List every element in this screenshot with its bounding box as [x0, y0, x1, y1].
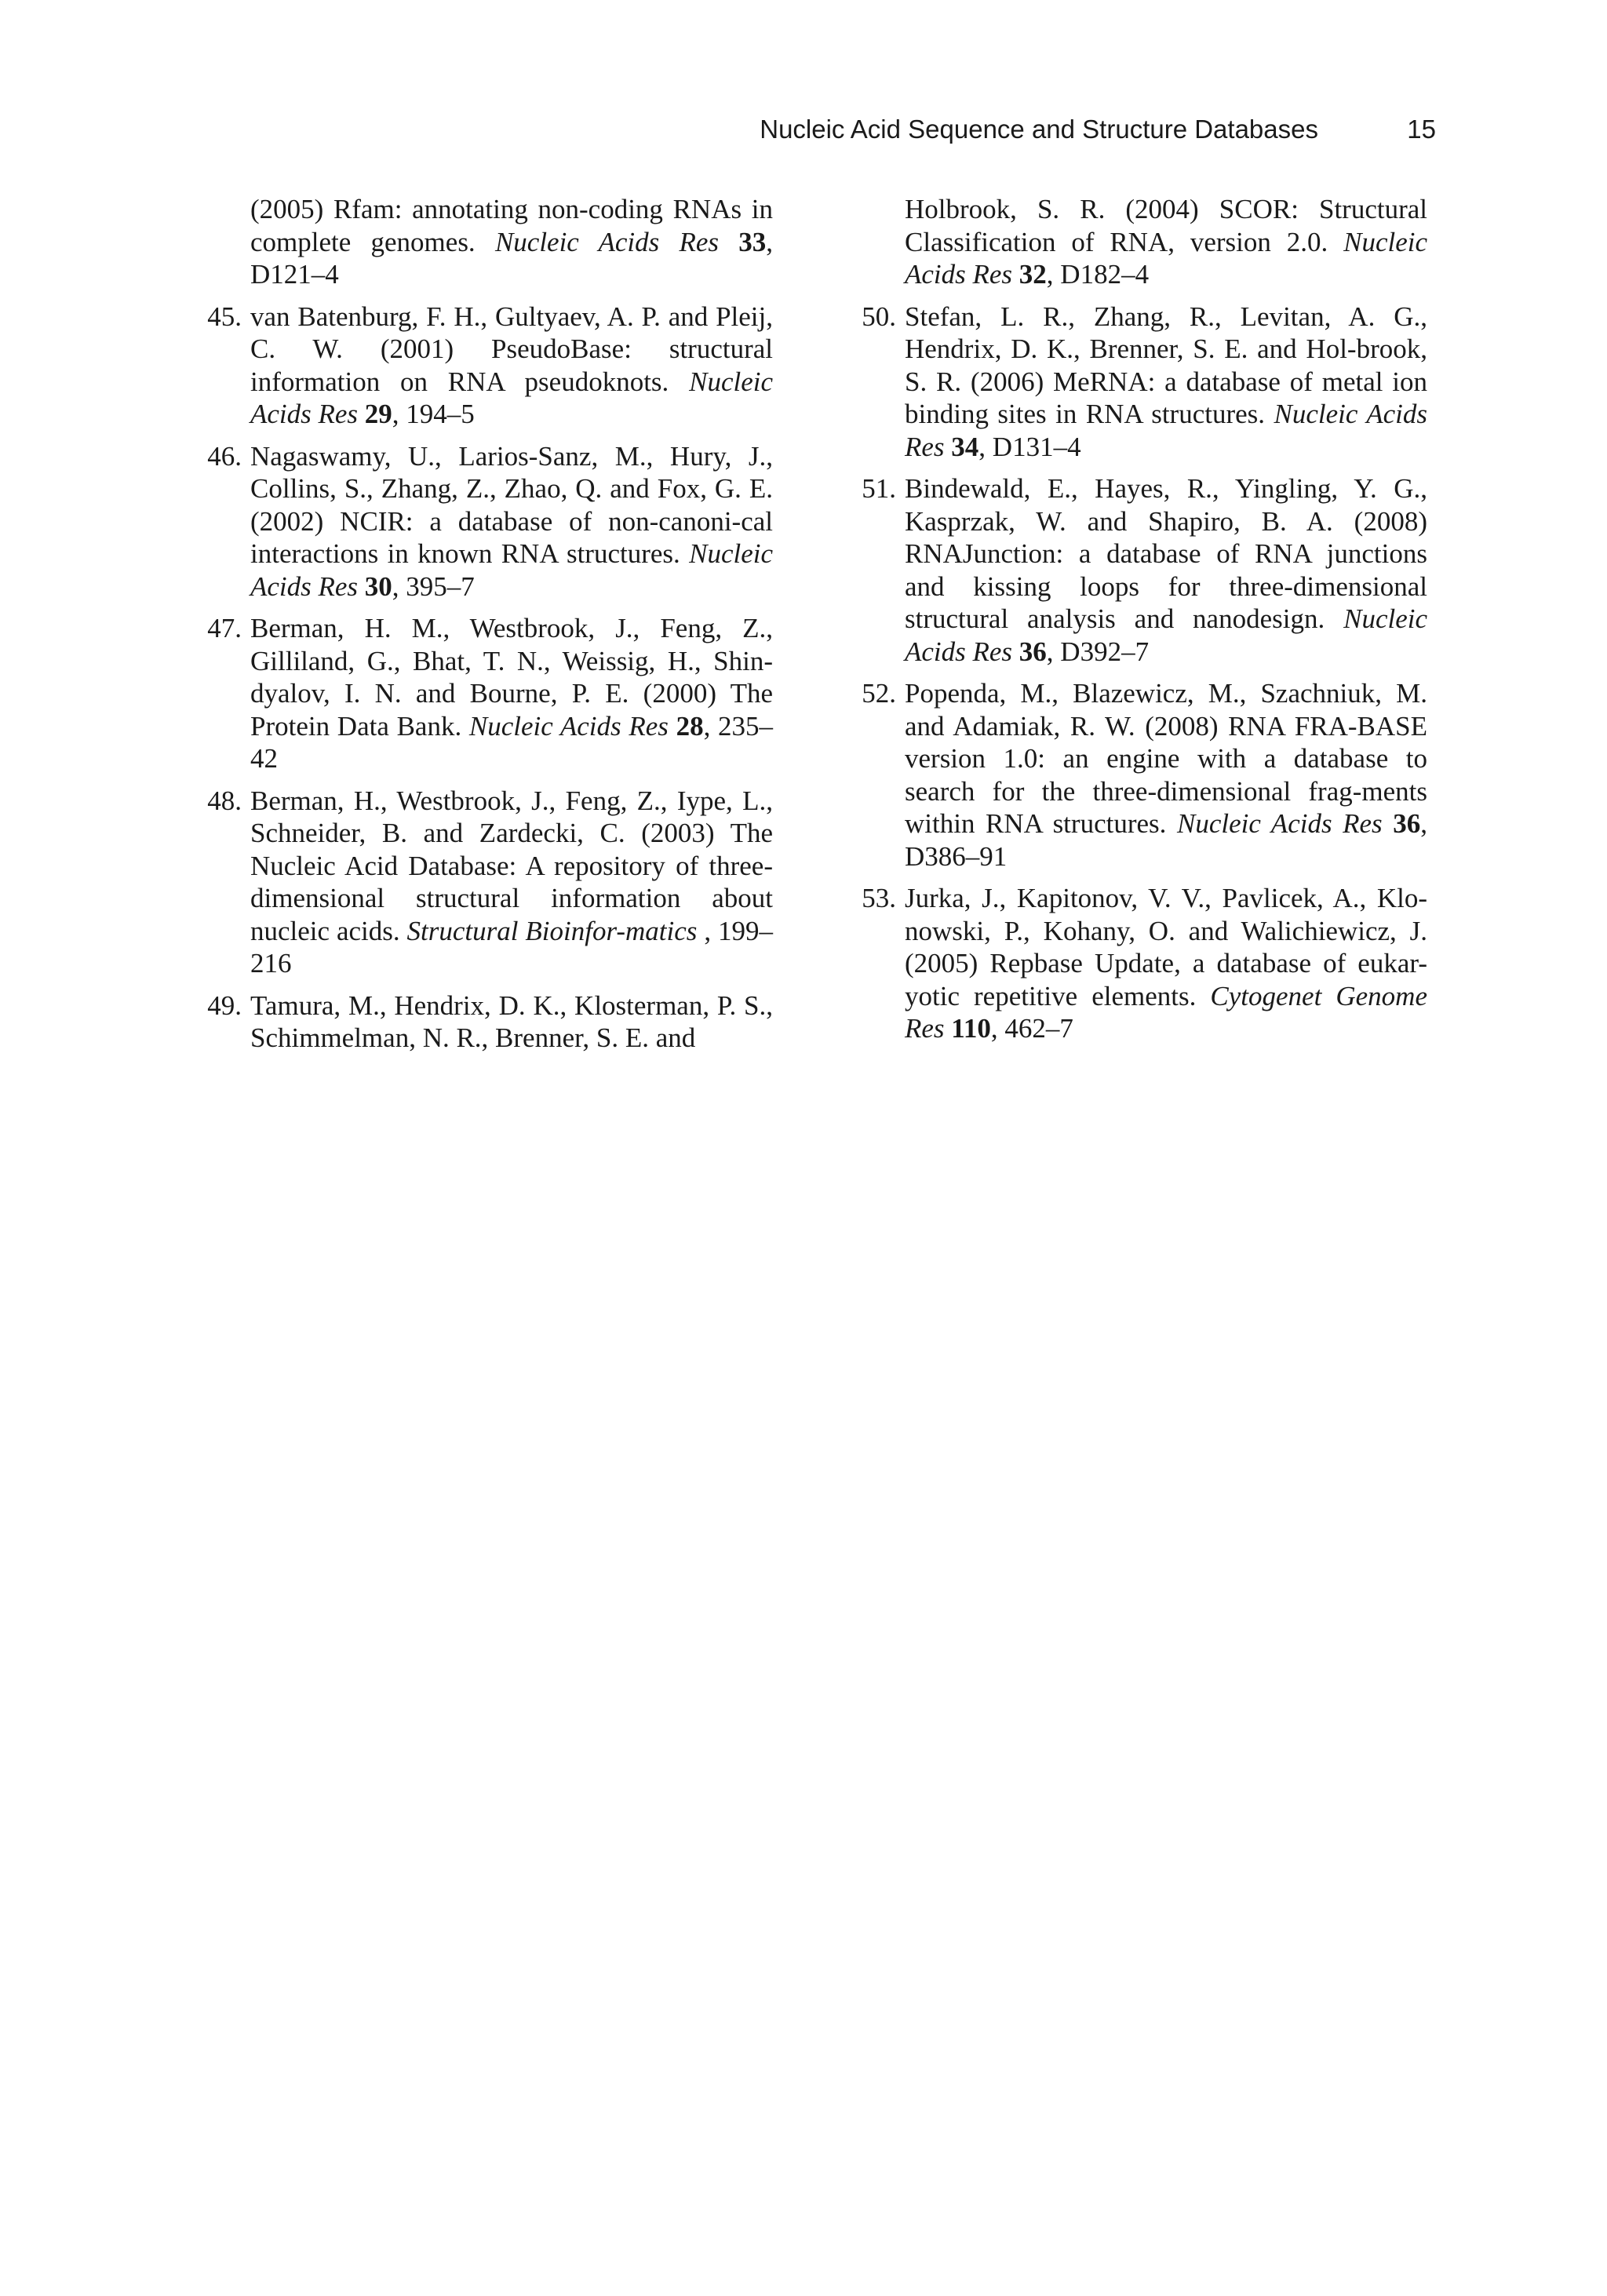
page-number: 15	[1407, 115, 1436, 144]
journal-name: Cytogenet Genome Res	[905, 980, 1427, 1044]
reference-item	[204, 301, 773, 431]
reference-segment: , D386–91	[905, 808, 1428, 872]
reference-continuation	[204, 193, 773, 291]
reference-number: 47.	[207, 613, 242, 643]
reference-segment	[945, 432, 952, 462]
reference-text	[905, 678, 1427, 872]
reference-number: 53.	[862, 883, 896, 913]
journal-name: Nucleic Acids Res	[905, 399, 1427, 462]
reference-segment: , 395–7	[392, 570, 475, 602]
reference-segment: Berman, H., Westbrook, J., Feng, Z., Iype, L., Schneider, B. and Zardecki, C. (2003) The Nucleic Acid Database: A repository of three-dimensional structural information about nucleic acids.	[250, 785, 773, 946]
reference-item	[204, 612, 773, 775]
reference-segment	[669, 711, 676, 742]
reference-segment: , D121–4	[250, 226, 773, 290]
reference-segment	[358, 571, 365, 602]
reference-text	[250, 301, 773, 430]
reference-column-right	[858, 193, 1427, 1055]
reference-segment: Stefan, L. R., Zhang, R., Levitan, A. G., Hendrix, D. K., Brenner, S. E. and Hol-brook, S. R. (2006) MeRNA: a database of metal ion binding sites in RNA structures.	[905, 301, 1427, 429]
volume-number: 33	[738, 226, 767, 257]
journal-name: Nucleic Acids Res	[905, 603, 1427, 667]
reference-text	[250, 990, 773, 1054]
journal-name: Nucleic Acids Res	[250, 538, 773, 602]
journal-name: Nucleic Acids Res	[468, 710, 669, 742]
reference-number: 46.	[207, 440, 242, 472]
reference-segment: Jurka, J., Kapitonov, V. V., Pavlicek, A., Klo-nowski, P., Kohany, O. and Walichiewicz, J. (2005) Repbase Update, a database of eukar-yotic repetitive elements.	[905, 883, 1427, 1011]
reference-item	[858, 301, 1427, 464]
reference-text	[250, 194, 773, 290]
reference-segment: Holbrook, S. R. (2004) SCOR: Structural Classification of RNA, version 2.0.	[905, 194, 1427, 257]
journal-name: Structural Bioinfor-matics	[406, 915, 698, 946]
reference-item	[858, 677, 1427, 873]
volume-number: 36	[1018, 636, 1047, 667]
reference-segment: , D392–7	[1046, 636, 1150, 667]
reference-number: 49.	[207, 989, 242, 1021]
reference-item	[204, 440, 773, 603]
volume-number: 36	[1393, 808, 1421, 839]
reference-segment	[1012, 636, 1019, 667]
reference-text	[250, 613, 773, 774]
journal-name: Nucleic Acids Res	[250, 366, 773, 429]
reference-text	[905, 194, 1427, 290]
reference-continuation	[858, 193, 1427, 291]
reference-text	[905, 473, 1427, 667]
reference-number: 52.	[862, 678, 896, 709]
reference-item	[204, 785, 773, 980]
running-title: Nucleic Acid Sequence and Structure Databases	[760, 115, 1318, 144]
reference-segment	[719, 227, 738, 257]
reference-segment: , 199–216	[250, 915, 773, 979]
reference-number: 50.	[862, 301, 896, 332]
journal-name: Nucleic Acids Res	[494, 226, 719, 257]
reference-number: 45.	[207, 301, 242, 332]
volume-number: 29	[364, 399, 392, 429]
reference-segment: Berman, H. M., Westbrook, J., Feng, Z., Gilliland, G., Bhat, T. N., Weissig, H., Shin-dyalov, I. N. and Bourne, P. E. (2000) The Protein Data Bank.	[250, 613, 773, 742]
reference-number: 48.	[207, 785, 242, 816]
reference-segment: van Batenburg, F. H., Gultyaev, A. P. and Pleij, C. W. (2001) PseudoBase: structural information on RNA pseudoknots.	[250, 301, 773, 397]
reference-text	[250, 785, 773, 979]
reference-segment: , 462–7	[990, 1013, 1073, 1044]
reference-item	[858, 882, 1427, 1045]
reference-segment	[945, 1013, 952, 1044]
reference-segment: , D131–4	[978, 431, 1081, 462]
reference-segment	[1012, 259, 1019, 290]
reference-segment: Bindewald, E., Hayes, R., Yingling, Y. G., Kasprzak, W. and Shapiro, B. A. (2008) RNAJunction: a database of RNA junctions and kissing loops for three-dimensional structural analysis and nanodesign.	[905, 473, 1427, 634]
reference-segment: , 194–5	[392, 399, 475, 429]
reference-segment: Nagaswamy, U., Larios-Sanz, M., Hury, J., Collins, S., Zhang, Z., Zhao, Q. and Fox, G. E. (2002) NCIR: a database of non-canoni-cal interactions in known RNA structures.	[250, 440, 773, 569]
journal-name: Nucleic Acids Res	[1176, 808, 1383, 839]
reference-segment: Tamura, M., Hendrix, D. K., Klosterman, P. S., Schimmelman, N. R., Brenner, S. E. and	[250, 989, 773, 1053]
reference-segment	[358, 399, 365, 429]
reference-text	[905, 883, 1427, 1044]
running-head	[691, 110, 1436, 149]
volume-number: 34	[951, 431, 979, 462]
reference-number: 51.	[862, 473, 896, 504]
volume-number: 28	[676, 710, 704, 742]
volume-number: 30	[364, 570, 392, 602]
reference-segment: (2005) Rfam: annotating non-coding RNAs in complete genomes.	[250, 194, 773, 257]
volume-number: 32	[1018, 259, 1047, 290]
reference-segment: , 235–42	[250, 710, 774, 774]
reference-text	[905, 301, 1427, 462]
reference-text	[250, 441, 773, 602]
reference-segment: , D182–4	[1046, 259, 1150, 290]
reference-item	[204, 989, 773, 1055]
reference-column-left	[204, 193, 773, 1064]
journal-name: Nucleic Acids Res	[905, 226, 1427, 290]
volume-number: 110	[951, 1013, 991, 1044]
reference-segment: Popenda, M., Blazewicz, M., Szachniuk, M. and Adamiak, R. W. (2008) RNA FRA-BASE version 1.0: an engine with a database to search for the three-dimensional frag-ments within RNA structures.	[905, 678, 1427, 839]
reference-item	[858, 472, 1427, 668]
reference-segment	[1383, 808, 1394, 839]
